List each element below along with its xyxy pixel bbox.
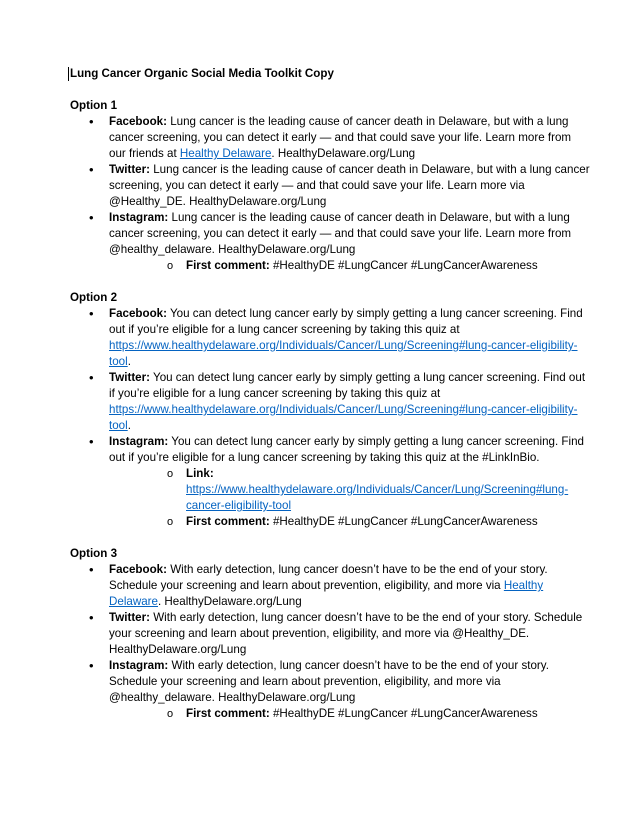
document-title (70, 66, 590, 82)
text-cursor (68, 67, 69, 81)
post-instagram (70, 434, 590, 530)
post-text: Lung cancer is the leading cause of cancer death in Delaware, but with a lung cancer screening, you can detect it early — and that could save your life. Learn more from our friends at (109, 115, 572, 160)
post-text: You can detect lung cancer early by simply getting a lung cancer screening. Find out if you’re eligible for a lung cancer screening by taking this quiz at (109, 307, 583, 336)
option-1-section (70, 98, 590, 274)
platform-label: Instagram: (109, 659, 169, 672)
platform-label: Facebook: (109, 115, 167, 128)
sub-label: First comment: (186, 515, 270, 528)
instagram-sub-list (109, 706, 590, 722)
document-page (70, 66, 590, 738)
post-instagram (70, 658, 590, 722)
post-facebook (70, 306, 590, 370)
post-twitter (70, 610, 590, 658)
post-facebook (70, 562, 590, 610)
post-text: You can detect lung cancer early by simply getting a lung cancer screening. Find out if you’re eligible for a lung cancer screening by taking this quiz at (109, 371, 586, 400)
platform-label: Twitter: (109, 371, 151, 384)
option-1-list (70, 114, 590, 274)
option-heading: Option 3 (70, 547, 118, 560)
post-text: With early detection, lung cancer doesn’t have to be the end of your story. Schedule your screening and learn about prevention, eligibility, and more via @healthy_delaware. HealthyDelaware.org/Lung (109, 659, 549, 704)
instagram-sub-list (109, 466, 590, 530)
quiz-link[interactable]: https://www.healthydelaware.org/Individuals/Cancer/Lung/Screening#lung-cancer-eligibility-tool (186, 483, 569, 512)
first-comment (109, 258, 590, 274)
post-text: Lung cancer is the leading cause of cancer death in Delaware, but with a lung cancer screening, you can detect it early — and that could save your life. Learn more via @Healthy_DE. HealthyDelaware.org/Lung (109, 163, 590, 208)
post-twitter (70, 370, 590, 434)
platform-label: Facebook: (109, 563, 167, 576)
platform-label: Twitter: (109, 163, 151, 176)
post-text-after: . HealthyDelaware.org/Lung (157, 595, 302, 608)
first-comment (109, 514, 590, 530)
post-twitter (70, 162, 590, 210)
sub-label: First comment: (186, 259, 270, 272)
post-text-after: . (127, 355, 131, 368)
healthy-delaware-link[interactable]: Healthy Delaware (109, 579, 544, 608)
post-text: With early detection, lung cancer doesn’t have to be the end of your story. Schedule your screening and learn about prevention, eligibility, and more via (109, 563, 548, 592)
post-text-after: . HealthyDelaware.org/Lung (271, 147, 416, 160)
quiz-link[interactable]: https://www.healthydelaware.org/Individuals/Cancer/Lung/Screening#lung-cancer-eligibility-tool (109, 403, 578, 432)
quiz-link[interactable]: https://www.healthydelaware.org/Individuals/Cancer/Lung/Screening#lung-cancer-eligibility-tool (109, 339, 578, 368)
sub-label: Link: (186, 467, 214, 480)
sub-text: #HealthyDE #LungCancer #LungCancerAwareness (269, 259, 538, 272)
option-heading: Option 1 (70, 99, 118, 112)
sub-text: #HealthyDE #LungCancer #LungCancerAwareness (269, 515, 538, 528)
option-2-list (70, 306, 590, 530)
first-comment (109, 706, 590, 722)
post-text: You can detect lung cancer early by simply getting a lung cancer screening. Find out if you’re eligible for a lung cancer screening by taking this quiz at the #LinkInBio. (109, 435, 584, 464)
platform-label: Facebook: (109, 307, 167, 320)
post-text: With early detection, lung cancer doesn’t have to be the end of your story. Schedule your screening and learn about prevention, eligibility, and more via @Healthy_DE. HealthyDelaware.org/Lung (109, 611, 583, 656)
platform-label: Twitter: (109, 611, 151, 624)
sub-text: #HealthyDE #LungCancer #LungCancerAwareness (269, 707, 538, 720)
document-title-text: Lung Cancer Organic Social Media Toolkit Copy (70, 67, 334, 80)
option-2-section (70, 290, 590, 530)
sub-label: First comment: (186, 707, 270, 720)
option-heading: Option 2 (70, 291, 118, 304)
option-3-section (70, 546, 590, 722)
healthy-delaware-link[interactable]: Healthy Delaware (179, 147, 272, 160)
post-instagram (70, 210, 590, 274)
post-text-after: . (127, 419, 131, 432)
option-3-list (70, 562, 590, 722)
instagram-sub-list (109, 258, 590, 274)
post-facebook (70, 114, 590, 162)
platform-label: Instagram: (109, 211, 169, 224)
post-text: Lung cancer is the leading cause of cancer death in Delaware, but with a lung cancer screening, you can detect it early — and that could save your life. Learn more from @healthy_delaware. HealthyDelaware.org/Lung (109, 211, 572, 256)
platform-label: Instagram: (109, 435, 169, 448)
link-item (109, 466, 590, 514)
